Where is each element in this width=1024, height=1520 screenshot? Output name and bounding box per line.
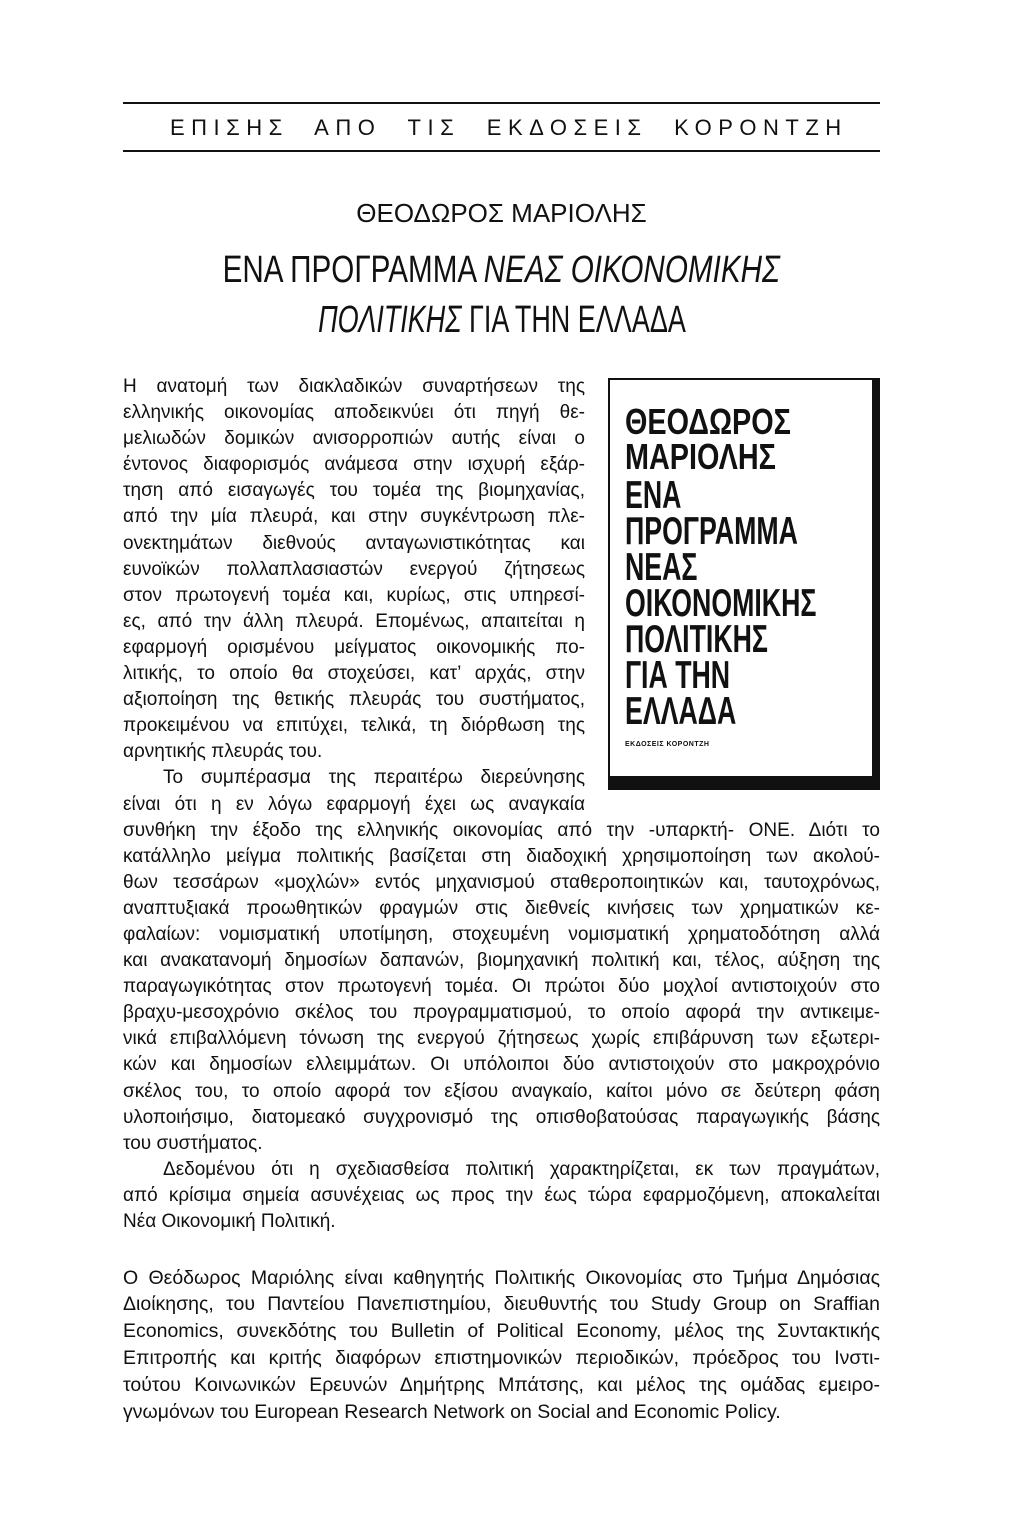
blurb-line: του συστήματος. xyxy=(123,1132,263,1154)
book-title-regular: ΓΙΑ ΤΗΝ ΕΛΛΑΔΑ xyxy=(468,299,686,341)
cover-title-line: ΝΕΑΣ xyxy=(625,546,698,589)
blurb-line: υλοποιήσιμο, διατομεακό συγχρονισμό της οπισθοβατούσας παραγωγικής βάσης xyxy=(123,1106,880,1128)
cover-title-line: ΕΝΑ xyxy=(625,474,682,517)
cover-title-line: ΕΛΛΑΔΑ xyxy=(625,690,737,733)
blurb-line: εφαρμογή ορισμένου μείγματος οικονομικής πο- xyxy=(123,636,585,658)
blurb-line: τηση από εισαγωγές του τομέα της βιομηχανίας, xyxy=(123,480,585,502)
blurb-line: αναπτυξιακά προωθητικών φραγμών στις διεθνείς κινήσεις των χρηματικών κε- xyxy=(123,897,880,919)
blurb-line: θων τεσσάρων «μοχλών» εντός μηχανισμού σταθεροποιητικών και, ταυτοχρόνως, xyxy=(123,871,880,893)
blurb-line: Δεδομένου ότι η σχεδιασθείσα πολιτική χαρακτηρίζεται, εκ των πραγμάτων, xyxy=(163,1158,880,1180)
book-title-italic: ΠΟΛΙΤΙΚΗΣ xyxy=(317,299,461,341)
series-heading: ΕΠΙΣΗΣ ΑΠΟ ΤΙΣ ΕΚΔΟΣΕΙΣ ΚΟΡΟΝΤΖΗ xyxy=(170,115,848,140)
cover-title-line: ΟΙΚΟΝΟΜΙΚΗΣ xyxy=(625,582,817,625)
cover-title-line: ΠΟΛΙΤΙΚΗΣ xyxy=(625,618,768,661)
cover-author-line: ΘΕΟΔΩΡΟΣ xyxy=(625,401,791,442)
blurb-line: Το συμπέρασμα της περαιτέρω διερεύνησης xyxy=(163,767,585,789)
cover-title-line: ΓΙΑ ΤΗΝ xyxy=(625,654,731,697)
header-rule-top xyxy=(123,102,880,104)
blurb-line: προκειμένου να επιτύχει, τελικά, τη διόρθωση της xyxy=(123,715,585,737)
blurb-line: αρνητικής πλευράς του. xyxy=(123,741,323,763)
cover-author-line: ΜΑΡΙΟΛΗΣ xyxy=(625,436,776,477)
blurb-line: Η ανατομή των διακλαδικών συναρτήσεων της xyxy=(123,376,585,397)
author-bio-line: Ο Θεόδωρος Μαριόλης είναι καθηγητής Πολιτικής Οικονομίας στο Τμήμα Δημόσιας xyxy=(123,1266,880,1289)
cover-title-line: ΠΡΟΓΡΑΜΜΑ xyxy=(625,510,798,553)
author-bio-line: Επιτροπής και κριτής διαφόρων επιστημονικών περιοδικών, πρόεδρος του Ινστι- xyxy=(123,1346,880,1369)
blurb-line: από την μία πλευρά, και στην συγκέντρωση πλε- xyxy=(123,506,585,528)
book-title-line-1 xyxy=(123,247,880,293)
blurb-line: παραγωγικότητας στον πρωτογενή τομέα. Οι πρώτοι δύο μοχλοί αντιστοιχούν στο xyxy=(123,976,880,998)
blurb-line: νικά επιβαλλόμενη τόνωση της ενεργού ζήτησεως χωρίς επιβάρυνση των εξωτερι- xyxy=(123,1028,880,1050)
blurb-line: βραχυ-μεσοχρόνιο σκέλος του προγραμματισμού, το οποίο αφορά την αντικειμε- xyxy=(123,1002,880,1024)
blurb-line: ευνοϊκών πολλαπλασιαστών ενεργού ζήτησεως xyxy=(123,558,585,580)
author-bio xyxy=(123,1265,880,1426)
header-rule-bottom xyxy=(123,150,880,152)
blurb-line: Νέα Οικονομική Πολιτική. xyxy=(123,1211,336,1232)
blurb-line: μελιωδών δομικών ανισορροπιών αυτής είναι ο xyxy=(123,428,585,450)
book-title-line-2 xyxy=(123,297,880,343)
book-title-regular: ΕΝΑ ΠΡΟΓΡΑΜΜΑ xyxy=(222,249,476,291)
blurb-line: ελληνικής οικονομίας αποδεικνύει ότι πηγή θε- xyxy=(123,402,585,424)
blurb-line: κών και δημοσίων ελλειμμάτων. Οι υπόλοιποι δύο αντιστοιχούν στο μακροχρόνιο xyxy=(123,1054,880,1076)
blurb-line: έντονος διαφορισμός ανάμεσα στην ισχυρή εξάρ- xyxy=(123,454,585,476)
blurb-line: ες, από την άλλη πλευρά. Επομένως, απαιτείται η xyxy=(123,610,585,632)
book-title-italic: ΝΕΑΣ ΟΙΚΟΝΟΜΙΚΗΣ xyxy=(484,249,781,291)
blurb-line: σκέλος του, το οποίο αφορά τον εξίσου αναγκαίο, καίτοι μόνο σε δεύτερη φάση xyxy=(123,1080,880,1102)
author-bio-line: Διοίκησης, του Παντείου Πανεπιστημίου, διευθυντής του Study Group on Sraffian xyxy=(123,1293,880,1316)
blurb-line: ονεκτημάτων διεθνούς ανταγωνιστικότητας και xyxy=(123,532,585,554)
blurb-line: συνθήκη την έξοδο της ελληνικής οικονομίας από την -υπαρκτή- ΟΝΕ. Διότι το xyxy=(123,819,880,841)
blurb xyxy=(123,374,880,1235)
blurb-line: κατάλληλο μείγμα πολιτικής βασίζεται στη διαδοχική χρησιμοποίηση των ακολού- xyxy=(123,845,880,867)
blurb-line: λιτικής, το οποίο θα στοχεύσει, κατ’ αρχάς, στην xyxy=(123,663,585,685)
author-bio-line: τούτου Κοινωνικών Ερευνών Δημήτρης Μπάτσης, και μέλος της ομάδας εμειρο- xyxy=(123,1373,880,1396)
blurb-line: και ανακατανομή δημοσίων δαπανών, βιομηχανική πολιτική και, τέλος, αύξηση της xyxy=(123,950,880,972)
author-bio-line: Economics, συνεκδότης του Bulletin of Political Economy, μέλος της Συντακτικής xyxy=(123,1320,880,1343)
blurb-line: φαλαίων: νομισματική υποτίμηση, στοχευμένη νομισματική χρηματοδότηση αλλά xyxy=(123,923,880,945)
cover-publisher: ΕΚΔΟΣΕΙΣ ΚΟΡΟΝΤΖΗ xyxy=(625,741,710,748)
blurb-line: είναι ότι η εν λόγω εφαρμογή έχει ως αναγκαία xyxy=(123,793,585,815)
author-bio-line: γνωμόνων του European Research Network on Social and Economic Policy. xyxy=(123,1400,781,1423)
blurb-line: από κρίσιμα σημεία ασυνέχειας ως προς την έως τώρα εφαρμοζόμενη, αποκαλείται xyxy=(123,1184,880,1206)
book-author: ΘΕΟΔΩΡΟΣ ΜΑΡΙΟΛΗΣ xyxy=(356,198,647,228)
blurb-line: στον πρωτογενή τομέα και, κυρίως, στις υπηρεσί- xyxy=(123,584,585,606)
blurb-line: αξιοποίηση της θετικής πλευράς του συστήματος, xyxy=(123,689,585,711)
